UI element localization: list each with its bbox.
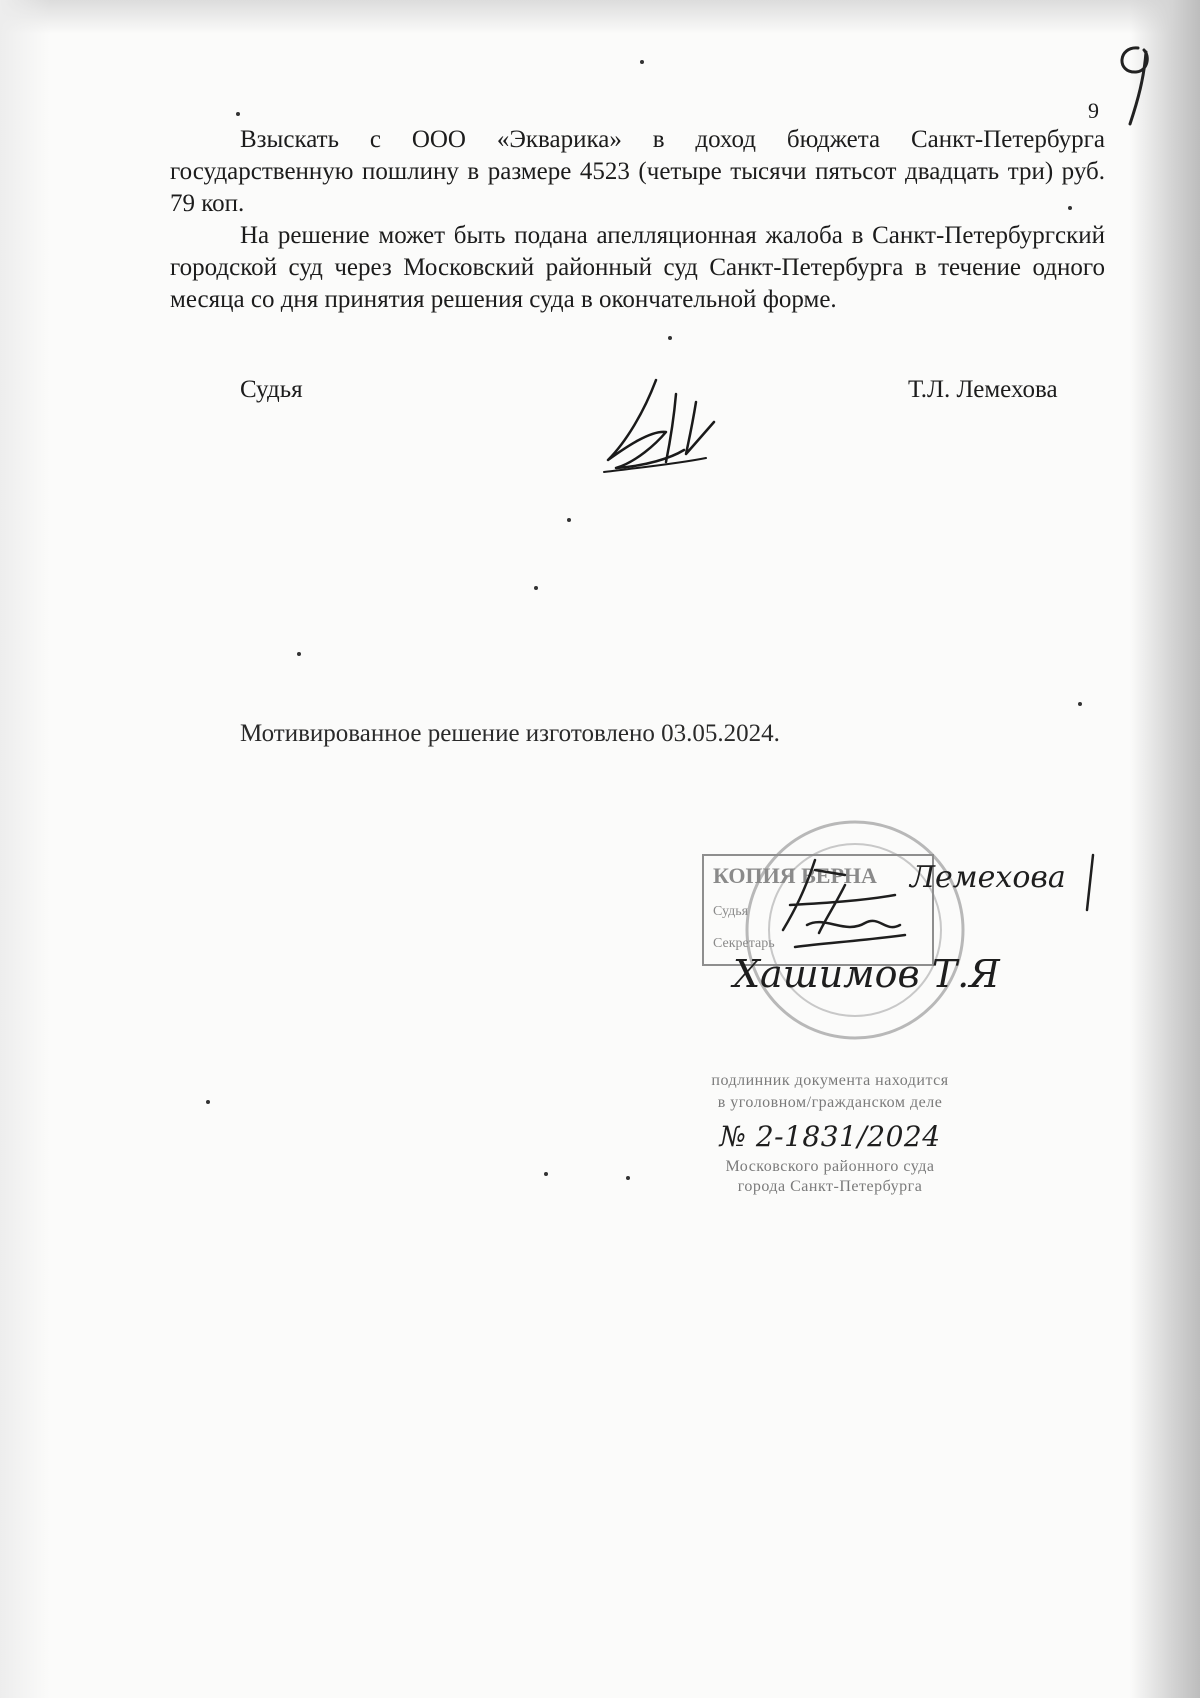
handwritten-surname-judge: Лемехова xyxy=(910,860,1066,895)
scan-speck xyxy=(640,60,644,64)
stamp-line-2: в уголовном/гражданском деле xyxy=(717,1094,943,1111)
stamp-line-4: города Санкт-Петербурга xyxy=(737,1178,923,1195)
handwritten-page-number-icon xyxy=(1108,38,1168,128)
seal-judge-label: Судья xyxy=(713,904,749,919)
body-paragraph-2 xyxy=(170,220,1105,316)
scan-speck xyxy=(668,336,672,340)
seal-title: КОПИЯ ВЕРНА xyxy=(713,863,877,888)
court-seal-icon xyxy=(695,815,1125,1055)
body-paragraph-1 xyxy=(170,124,1105,220)
seal-secretary-label: Секретарь xyxy=(713,936,775,951)
scan-shadow-top xyxy=(0,0,1200,34)
scan-speck xyxy=(626,1176,630,1180)
paragraph-text: На решение может быть подана апелляционная жалоба в Санкт-Петербургский городской суд через Московский районный суд Санкт-Петербурга в течение одного месяца со дня принятия решения суда в окончательной форме. xyxy=(170,222,1105,313)
paragraph-text: Взыскать с ООО «Экварика» в доход бюджета Санкт-Петербурга государственную пошлину в размере 4523 (четыре тысячи пятьсот двадцать три) руб. 79 коп. xyxy=(170,126,1105,217)
stamp-line-1: подлинник документа находится xyxy=(711,1072,949,1089)
scan-speck xyxy=(236,112,240,116)
scan-speck xyxy=(1068,206,1072,210)
scan-speck xyxy=(1078,702,1082,706)
scan-speck xyxy=(206,1100,210,1104)
page-number: 9 xyxy=(1088,98,1099,123)
motivated-decision-note: Мотивированное решение изготовлено 03.05.2024. xyxy=(240,720,780,747)
copy-stamp xyxy=(670,1062,990,1202)
handwritten-surname-secretary: Хашимов Т.Я xyxy=(733,952,1000,996)
stamp-case-number: № 2-1831/2024 xyxy=(719,1120,941,1153)
scan-speck xyxy=(297,652,301,656)
scan-shadow-right xyxy=(1130,0,1200,1698)
scan-speck xyxy=(567,518,571,522)
judge-name: Т.Л. Лемехова xyxy=(908,376,1058,403)
judge-signature-icon xyxy=(596,372,726,482)
stamp-line-3: Московского районного суда xyxy=(725,1158,935,1175)
judge-title: Судья xyxy=(240,376,303,403)
scan-shadow-left xyxy=(0,0,50,1698)
scan-speck xyxy=(534,586,538,590)
scan-speck xyxy=(544,1172,548,1176)
